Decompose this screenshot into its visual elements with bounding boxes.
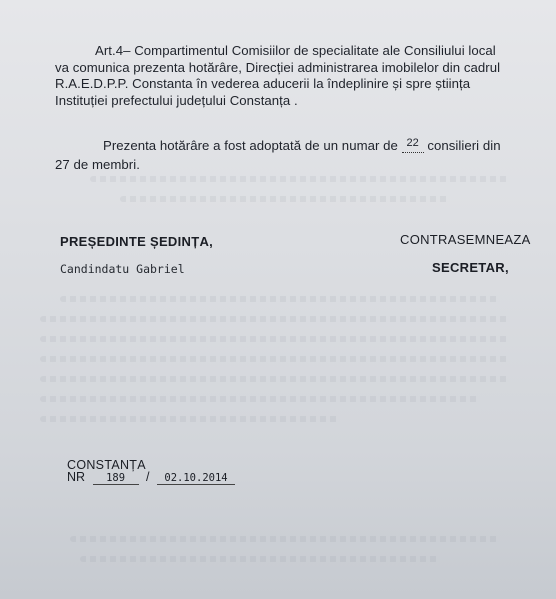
bleed-through bbox=[70, 536, 500, 542]
art4-line: va comunica prezenta hotărâre, Direcției administrarea imobilelor din cadrul bbox=[55, 59, 501, 75]
bleed-through bbox=[80, 556, 440, 562]
registration-row bbox=[67, 470, 235, 485]
bleed-through bbox=[60, 296, 500, 302]
nr-separator: / bbox=[146, 470, 150, 484]
countersign-label: CONTRASEMNEAZA bbox=[400, 232, 531, 247]
bleed-through bbox=[40, 396, 480, 402]
art4-line: Art.4– Compartimentul Comisiilor de specialitate ale Consiliului local bbox=[95, 43, 496, 58]
bleed-through bbox=[40, 416, 340, 422]
president-name: Candindatu Gabriel bbox=[60, 262, 185, 276]
art4-line: Instituției prefectului județului Constanța . bbox=[55, 92, 298, 108]
bleed-through bbox=[40, 316, 510, 322]
nr-value: 189 bbox=[93, 472, 139, 485]
bleed-through bbox=[90, 176, 510, 182]
adoption-text: Prezenta hotărâre a fost adoptată de un numar de bbox=[103, 138, 398, 153]
adoption-paragraph bbox=[55, 138, 533, 173]
president-label: PREȘEDINTE ȘEDINȚA, bbox=[60, 234, 214, 249]
bleed-through bbox=[40, 356, 510, 362]
adoption-line bbox=[55, 138, 533, 157]
adoption-members: 27 de membri. bbox=[55, 156, 140, 172]
bleed-through bbox=[40, 376, 510, 382]
article-4-paragraph bbox=[55, 43, 533, 109]
art4-line: R.A.E.D.P.P. Constanta în vederea aducerii la îndeplinire și spre știința bbox=[55, 76, 471, 91]
bleed-through bbox=[120, 196, 450, 202]
bleed-through bbox=[40, 336, 510, 342]
city-label: CONSTANȚA bbox=[67, 458, 146, 472]
nr-label: NR bbox=[67, 470, 86, 484]
councilors-count: 22 bbox=[402, 135, 424, 153]
document-date: 02.10.2014 bbox=[157, 472, 235, 485]
adoption-text-end: consilieri din bbox=[427, 138, 501, 153]
secretary-label: SECRETAR, bbox=[432, 260, 509, 275]
